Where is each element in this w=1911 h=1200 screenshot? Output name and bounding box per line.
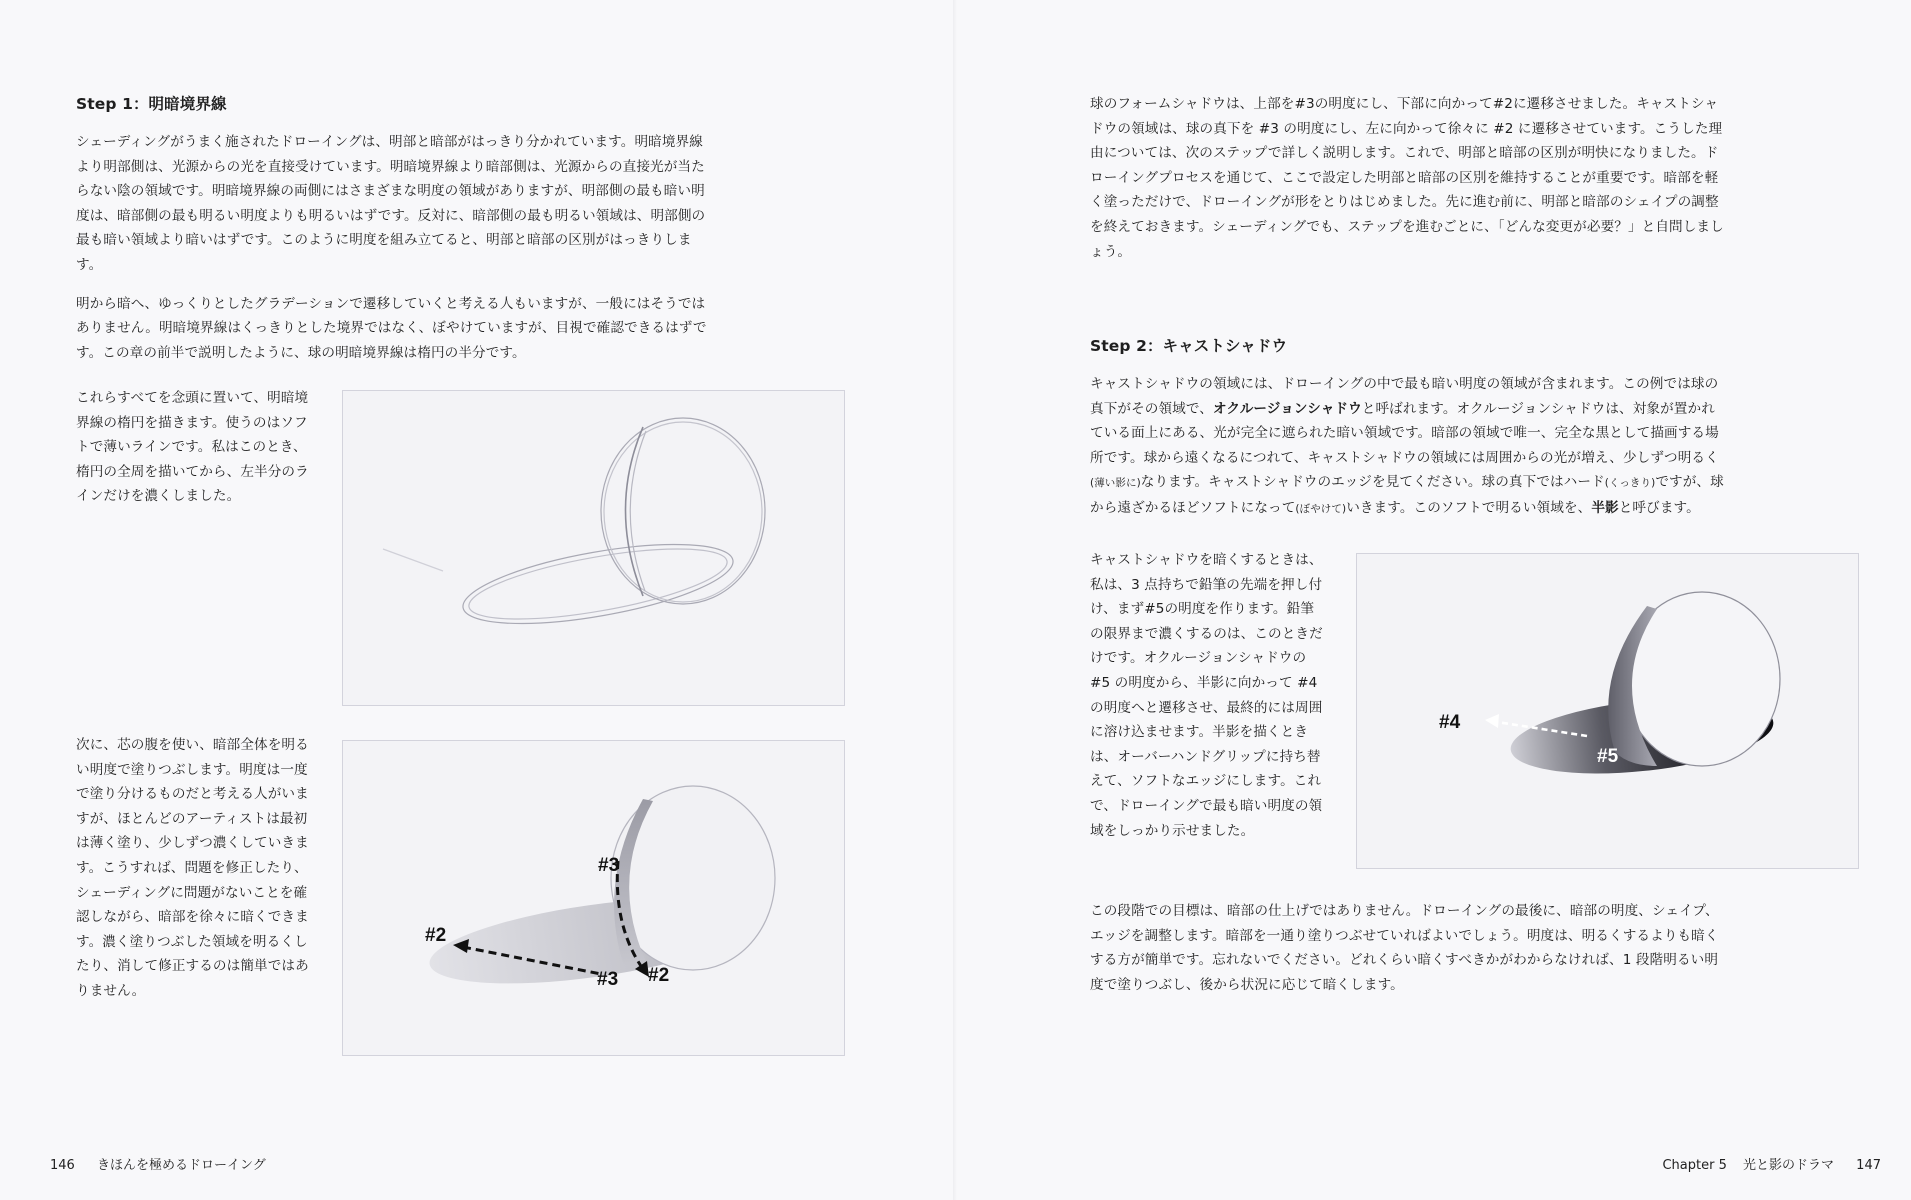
figure-dark-fill — [342, 740, 845, 1056]
step2-text — [1090, 334, 1726, 536]
left-side-text-2 — [76, 733, 312, 1018]
step2-text-a: キャストシャドウの領域には、ドローイングの中で最も暗い明度の領域が含まれます。この例では球の真下がその領域で、 — [1090, 376, 1719, 417]
left-footer — [50, 1157, 266, 1175]
step2-text-k: と呼びます。 — [1618, 499, 1700, 516]
right-page-number: 147 — [1856, 1158, 1881, 1173]
figure-terminator-sketch — [342, 390, 845, 706]
fig2-label-3-top: #3 — [598, 855, 620, 876]
penumbra-term: 半影 — [1591, 499, 1619, 516]
step2-text-i: いきます。このソフトで明るい領域を、 — [1346, 499, 1592, 516]
fig3-label-4: #4 — [1439, 712, 1461, 733]
chapter-title: 光と影のドラマ — [1743, 1158, 1835, 1173]
fig3-label-5: #5 — [1597, 746, 1619, 767]
book-title: きほんを極めるドローイング — [96, 1158, 266, 1173]
fig2-label-2-left: #2 — [425, 925, 447, 946]
figure-cast-shadow — [1356, 553, 1859, 869]
left-side-text-1 — [76, 386, 312, 523]
right-side-paragraph: キャストシャドウを暗くするときは、私は、3 点持ちで鉛筆の先端を押し付け、まず#5の明度を作ります。鉛筆の限界まで濃くするのは、このときだけです。オクルージョンシャドウの #5 の明度から、半影に向かって #4 の明度へと遷移させ、最終的には周囲に溶け込ませます。半影を描くときは、オーバーハンドグリップに持ち替えて、ソフトなエッジにします。これで、ドローイングで最も暗い明度の領域をしっかり示せました。 — [1090, 552, 1323, 839]
right-final-text — [1090, 899, 1726, 1011]
cast-shadow-svg — [1357, 554, 1858, 868]
side-paragraph-1: これらすべてを念頭に置いて、明暗境界線の楕円を描きます。使うのはソフトで薄いラインです。私はこのとき、楕円の全周を描いてから、左半分のラインだけを濃くしました。 — [76, 390, 309, 505]
book-gutter — [953, 0, 957, 1200]
right-paragraph-3: この段階での目標は、暗部の仕上げではありません。ドローイングの最後に、暗部の明度、シェイプ、エッジを調整します。暗部を一通り塗りつぶせていればよいでしょう。明度は、明るくするよりも暗くする方が簡単です。忘れないでください。どれくらい暗くすべきかがわからなければ、1 段階明るい明度で塗りつぶし、後から状況に応じて暗くします。 — [1090, 903, 1719, 993]
note-blurred: (ぼやけて) — [1295, 502, 1347, 515]
left-intro-text — [76, 92, 712, 379]
chapter-label: Chapter 5 — [1662, 1158, 1727, 1173]
right-paragraph-1: 球のフォームシャドウは、上部を#3の明度にし、下部に向かって#2に遷移させました。キャストシャドウの領域は、球の真下を #3 の明度にし、左に向かって徐々に #2 に遷移させています。こうした理由については、次のステップで詳しく説明します。これで、明部と暗部の区別が明快になりました。ドローイングプロセスを通じて、ここで設定した明部と暗部の区別を維持することが重要です。暗部を軽く塗っただけで、ドローイングが形をとりはじめました。先に進む前に、明部と暗部のシェイプの調整を終えておきます。シェーディングでも、ステップを進むごとに、「どんな変更が必要？」と自問しましょう。 — [1090, 96, 1724, 260]
note-thin-shadow: (薄い影に) — [1090, 477, 1141, 490]
occlusion-shadow-term: オクルージョンシャドウ — [1212, 400, 1362, 417]
right-intro-text — [1090, 92, 1726, 278]
left-page-number: 146 — [50, 1158, 75, 1173]
step1-heading: Step 1：明暗境界線 — [76, 95, 227, 113]
step2-text-e: なります。キャストシャドウのエッジを見てください。球の真下ではハード — [1140, 474, 1605, 491]
step1-paragraph-1: シェーディングがうまく施されたドローイングは、明部と暗部がはっきり分かれています。明暗境界線より明部側は、光源からの光を直接受けています。明暗境界線より暗部側は、光源からの直接光が当たらない陰の領域です。明暗境界線の両側にはさまざまな明度の領域がありますが、明部側の最も暗い明度は、暗部側の最も明るい明度よりも明るいはずです。反対に、暗部側の最も明るい領域は、明部側の最も暗い領域より暗いはずです。このように明度を組み立てると、明部と暗部の区別がはっきりします。 — [76, 134, 706, 273]
fig2-label-2-right: #2 — [648, 965, 670, 986]
fig2-label-3-bottom: #3 — [597, 969, 619, 990]
right-footer — [1662, 1157, 1881, 1175]
step1-paragraph-2: 明から暗へ、ゆっくりとしたグラデーションで遷移していくと考える人もいますが、一般にはそうではありません。明暗境界線はくっきりとした境界ではなく、ぼやけていますが、目視で確認できるはずです。この章の前半で説明したように、球の明暗境界線は楕円の半分です。 — [76, 295, 707, 361]
step2-text-g: ですが、球から遠ざかるほどソフトになって — [1090, 474, 1724, 516]
right-side-text — [1090, 548, 1326, 857]
step2-heading: Step 2：キャストシャドウ — [1090, 337, 1288, 355]
note-crisp: (くっきり) — [1604, 477, 1656, 490]
step2-paragraph — [1090, 372, 1726, 522]
side-paragraph-2: 次に、芯の腹を使い、暗部全体を明るい明度で塗りつぶします。明度は一度で塗り分けるものだと考える人がいますが、ほとんどのアーティストは最初は薄く塗り、少しずつ濃くしていきます。こうすれば、問題を修正したり、シェーディングに問題がないことを確認しながら、暗部を徐々に暗くできます。濃く塗りつぶした領域を明るくしたり、消して修正するのは簡単ではありません。 — [76, 737, 309, 999]
shading-svg — [343, 741, 844, 1055]
sketch-svg — [343, 391, 844, 705]
step2-text-c: と呼ばれます。オクルージョンシャドウは、対象が置かれている面上にある、光が完全に遮られた暗い領域です。暗部の領域で唯一、完全な黒として描画する場所です。球から遠くなるにつれて、キャストシャドウの領域には周囲からの光が増え、少しずつ明るく — [1090, 400, 1719, 466]
